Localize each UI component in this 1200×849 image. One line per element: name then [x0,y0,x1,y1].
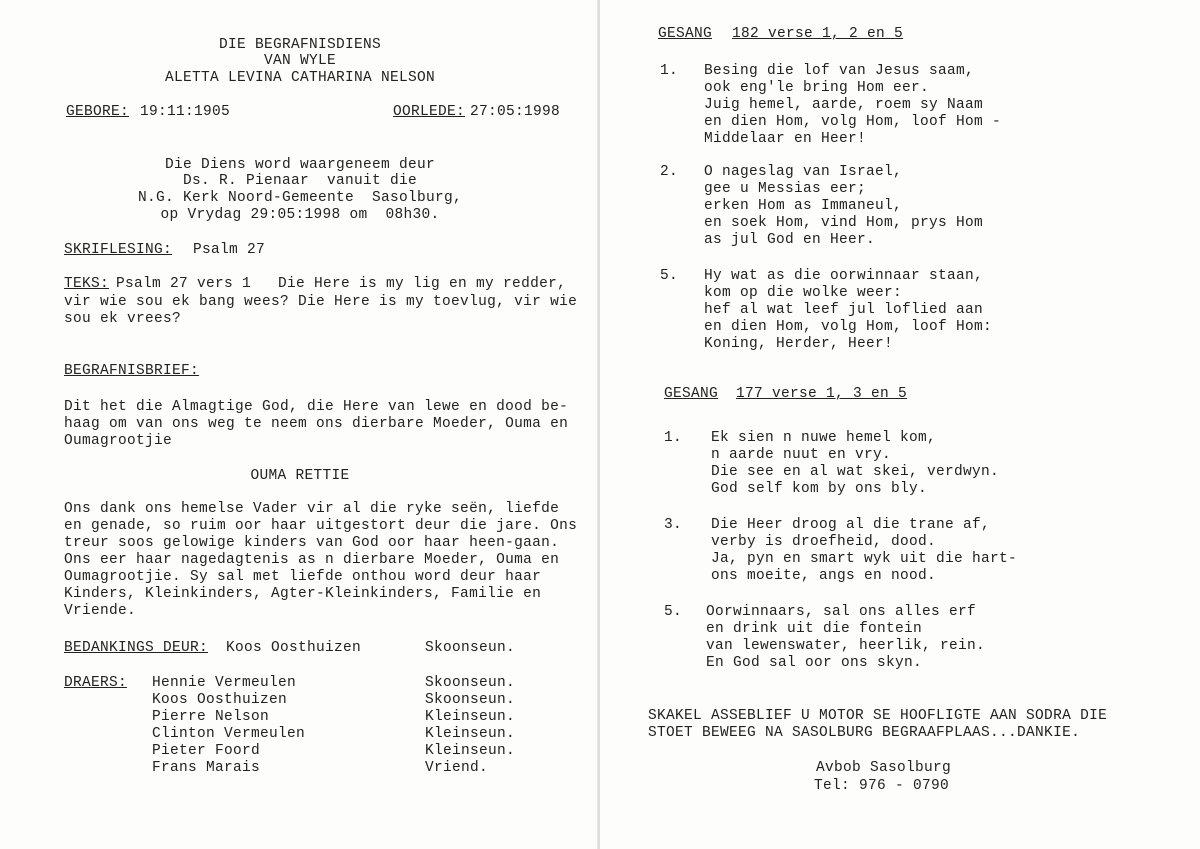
hymn1-verse-num: 5. [660,268,679,284]
bearer-name: Frans Marais [152,760,261,776]
hymn1-verse-line: ook eng'le bring Hom eer. [704,80,930,96]
right-page [600,0,1200,849]
letter-line-3: Oumagrootjie [64,433,173,449]
thanks-name: Koos Oosthuizen [226,640,362,656]
hymn2-verse-line: En God sal oor ons skyn. [706,655,923,671]
hymn1-verse-num: 1. [660,63,679,79]
bearer-name: Clinton Vermeulen [152,726,306,742]
died-date: 27:05:1998 [470,104,561,120]
service-line-1: Die Diens word waargeneem deur [164,157,436,173]
hymn2-verse-line: ons moeite, angs en nood. [711,568,937,584]
hymn1-verse-line: gee u Messias eer; [704,181,867,197]
hymn1-verse-line: as jul God en Heer. [704,232,876,248]
undertaker-phone: Tel: 976 - 0790 [814,778,950,794]
ouma-line-3: treur soos gelowige kinders van God oor haar heen-gaan. [64,535,560,551]
bearer-role: Skoonseun. [425,675,516,691]
hymn2-verse-line: en drink uit die fontein [706,621,923,637]
bearer-role: Kleinseun. [425,743,516,759]
undertaker: Avbob Sasolburg [816,760,952,776]
letter-label: BEGRAFNISBRIEF: [64,363,200,379]
thanks-label: BEDANKINGS DEUR: [64,640,209,656]
hymn1-verse-line: en soek Hom, vind Hom, prys Hom [704,215,984,231]
ouma-line-6: Kinders, Kleinkinders, Agter-Kleinkinders, Familie en [64,586,542,602]
title-line-1: DIE BEGRAFNISDIENS [218,37,382,53]
text-line-1: Psalm 27 vers 1 Die Here is my lig en my redder, [116,276,567,292]
ouma-line-2: en genade, so ruim oor haar uitgestort deur die jare. Ons [64,518,578,534]
bearer-role: Vriend. [425,760,489,776]
bearer-role: Kleinseun. [425,726,516,742]
hymn1-verse-line: Besing die lof van Jesus saam, [704,63,975,79]
hymn1-verse-line: Koning, Herder, Heer! [704,336,894,352]
born-label: GEBORE: [66,104,130,120]
hymn2-verse-num: 5. [664,604,683,620]
bearer-role: Skoonseun. [425,692,516,708]
notice-line-1: SKAKEL ASSEBLIEF U MOTOR SE HOOFLIGTE AAN SODRA DIE [648,708,1108,724]
hymn1-verse-line: erken Hom as Immaneul, [704,198,903,214]
hymn2-ref: 177 verse 1, 3 en 5 [736,386,908,402]
bearers-label: DRAERS: [64,675,128,691]
bearer-name: Pieter Foord [152,743,261,759]
hymn1-verse-line: Middelaar en Heer! [704,131,867,147]
hymn2-verse-line: Ek sien n nuwe hemel kom, [711,430,937,446]
hymn1-verse-line: hef al wat leef jul loflied aan [704,302,984,318]
ouma-line-7: Vriende. [64,603,137,619]
letter-line-1: Dit het die Almagtige God, die Here van lewe en dood be- [64,399,569,415]
title-line-2: VAN WYLE [263,53,336,69]
hymn2-verse-line: n aarde nuut en vry. [711,447,892,463]
hymn2-verse-line: verby is droefheid, dood. [711,534,937,550]
hymn2-verse-line: Ja, pyn en smart wyk uit die hart- [711,551,1018,567]
hymn2-label: GESANG [664,386,719,402]
hymn2-verse-num: 1. [664,430,683,446]
letter-line-2: haag om van ons weg te neem ons dierbare Moeder, Ouma en [64,416,569,432]
hymn2-verse-line: van lewenswater, heerlik, rein. [706,638,986,654]
bearer-role: Kleinseun. [425,709,516,725]
hymn2-verse-line: Die see en al wat skei, verdwyn. [711,464,1000,480]
text-label: TEKS: [64,276,110,292]
hymn1-label: GESANG [658,26,713,42]
service-line-3: N.G. Kerk Noord-Gemeente Sasolburg, [137,190,463,206]
hymn1-verse-line: en dien Hom, volg Hom, loof Hom - [704,114,1002,130]
left-page [0,0,598,849]
service-line-4: op Vrydag 29:05:1998 om 08h30. [160,207,440,223]
notice-line-2: STOET BEWEEG NA SASOLBURG BEGRAAFPLAAS...DANKIE. [648,725,1081,741]
hymn2-verse-line: Oorwinnaars, sal ons alles erf [706,604,977,620]
hymn1-verse-line: O nageslag van Israel, [704,164,903,180]
hymn1-verse-line: kom op die wolke weer: [704,285,903,301]
text-line-2: vir wie sou ek bang wees? Die Here is my toevlug, vir wie [64,294,578,310]
hymn1-ref: 182 verse 1, 2 en 5 [732,26,904,42]
reading-label: SKRIFLESING: [64,242,173,258]
hymn2-verse-line: God self kom by ons bly. [711,481,928,497]
died-label: OORLEDE: [393,104,466,120]
service-line-2: Ds. R. Pienaar vanuit die [182,173,418,189]
bearer-name: Koos Oosthuizen [152,692,288,708]
bearer-name: Pierre Nelson [152,709,270,725]
hymn1-verse-line: Hy wat as die oorwinnaar staan, [704,268,984,284]
title-line-3: ALETTA LEVINA CATHARINA NELSON [164,70,436,86]
hymn1-verse-num: 2. [660,164,679,180]
ouma-line-4: Ons eer haar nagedagtenis as n dierbare Moeder, Ouma en [64,552,560,568]
ouma-line-1: Ons dank ons hemelse Vader vir al die ryke seën, liefde [64,501,560,517]
ouma-line-5: Oumagrootjie. Sy sal met liefde onthou word deur haar [64,569,542,585]
hymn2-verse-num: 3. [664,517,683,533]
reading-text: Psalm 27 [193,242,266,258]
born-date: 19:11:1905 [140,104,231,120]
ouma-title: OUMA RETTIE [250,468,350,484]
bearer-name: Hennie Vermeulen [152,675,297,691]
hymn1-verse-line: en dien Hom, volg Hom, loof Hom: [704,319,993,335]
text-line-3: sou ek vrees? [64,311,182,327]
hymn2-verse-line: Die Heer droog al die trane af, [711,517,991,533]
thanks-role: Skoonseun. [425,640,516,656]
hymn1-verse-line: Juig hemel, aarde, roem sy Naam [704,97,984,113]
